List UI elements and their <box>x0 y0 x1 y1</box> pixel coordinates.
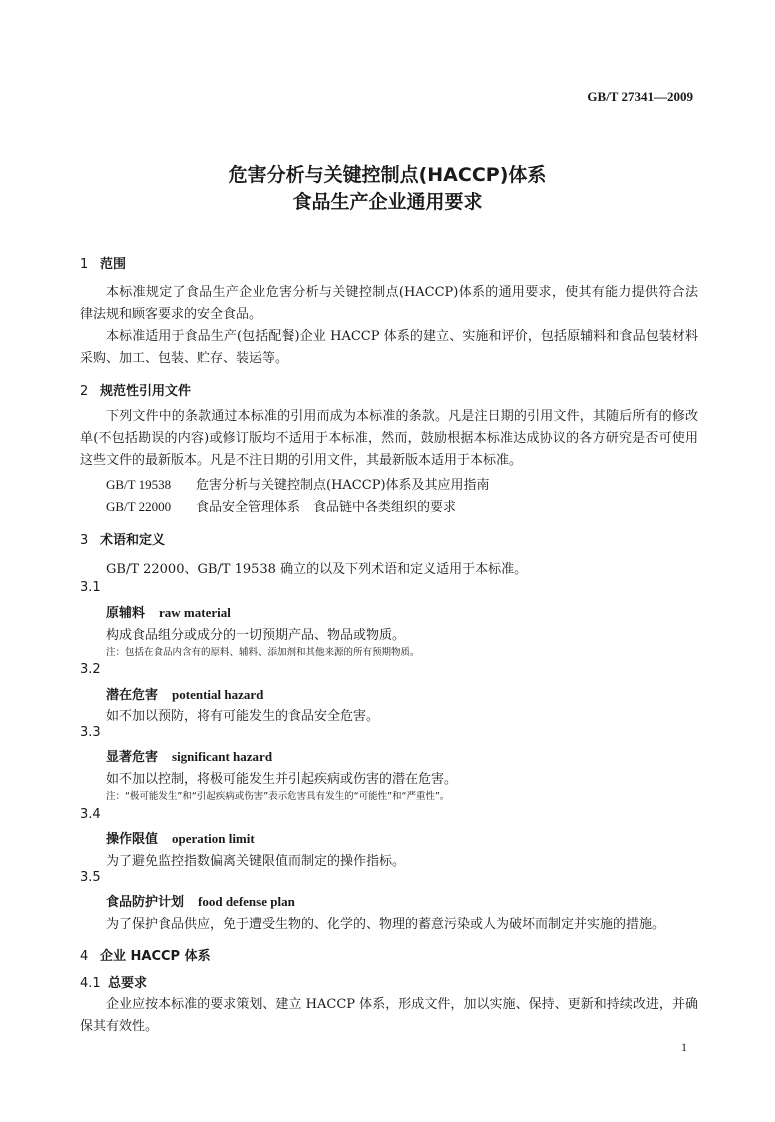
term-en: food defense plan <box>198 894 295 909</box>
subsection-4-1-heading <box>80 972 147 991</box>
reference-title: 食品安全管理体系 食品链中各类组织的要求 <box>196 500 457 515</box>
section-1-heading <box>80 253 126 272</box>
term-heading <box>106 746 272 765</box>
section-3-intro: GB/T 22000、GB/T 19538 确立的以及下列术语和定义适用于本标准。 <box>106 562 528 577</box>
term-zh: 食品防护计划 <box>106 895 185 910</box>
term-zh: 操作限值 <box>106 832 159 847</box>
subsection-4-1-paragraph: 企业应按本标准的要求策划、建立 HACCP 体系，形成文件，加以实施、保持、更新和持续改进，并确保其有效性。 <box>80 997 698 1034</box>
section-4-heading <box>80 945 211 964</box>
subsection-number: 4.1 <box>80 976 101 991</box>
term-zh: 原辅料 <box>106 606 146 621</box>
term-definition: 为了避免监控指数偏离关键限值而制定的操作指标。 <box>106 854 406 869</box>
normative-reference <box>106 474 490 493</box>
subsection-title: 总要求 <box>108 976 148 991</box>
reference-title: 危害分析与关键控制点(HACCP)体系及其应用指南 <box>196 478 490 493</box>
term-definition: 为了保护食品供应，免于遭受生物的、化学的、物理的蓄意污染或人为破坏而制定并实施的措施。 <box>106 917 666 932</box>
term-number: 3.2 <box>80 662 101 677</box>
reference-code: GB/T 22000 <box>106 499 172 514</box>
term-en: operation limit <box>172 831 255 846</box>
term-number: 3.3 <box>80 725 101 740</box>
section-1-paragraph-2: 本标准适用于食品生产(包括配餐)企业 HACCP 体系的建立、实施和评价，包括原辅料和食品包装材料采购、加工、包装、贮存、装运等。 <box>80 329 698 366</box>
term-definition: 构成食品组分或成分的一切预期产品、物品或物质。 <box>106 628 406 643</box>
section-title: 规范性引用文件 <box>100 384 192 399</box>
term-zh: 显著危害 <box>106 750 159 765</box>
section-number: 4 <box>80 949 89 964</box>
term-number: 3.5 <box>80 870 101 885</box>
section-number: 3 <box>80 533 89 548</box>
term-heading <box>106 684 263 703</box>
standard-number: GB/T 27341—2009 <box>587 89 693 104</box>
term-en: potential hazard <box>172 687 264 702</box>
normative-reference <box>106 496 456 515</box>
term-note: 注：“极可能发生”和“引起疾病或伤害”表示危害具有发生的“可能性”和“严重性”。 <box>106 791 450 802</box>
document-subtitle: 食品生产企业通用要求 <box>292 191 483 213</box>
term-note: 注：包括在食品内含有的原料、辅料、添加剂和其他来源的所有预期物质。 <box>106 647 420 658</box>
term-number: 3.1 <box>80 580 101 595</box>
section-title: 术语和定义 <box>100 533 166 548</box>
term-heading <box>106 891 295 910</box>
term-heading <box>106 602 231 621</box>
term-definition: 如不加以预防，将有可能发生的食品安全危害。 <box>106 709 380 724</box>
term-en: raw material <box>159 605 231 620</box>
document-title: 危害分析与关键控制点(HACCP)体系 <box>228 164 547 186</box>
term-number: 3.4 <box>80 807 101 822</box>
section-number: 2 <box>80 384 89 399</box>
section-1-paragraph-1: 本标准规定了食品生产企业危害分析与关键控制点(HACCP)体系的通用要求，使其有能力提供符合法律法规和顾客要求的安全食品。 <box>80 285 698 322</box>
section-number: 1 <box>80 257 89 272</box>
section-title: 范围 <box>100 257 127 272</box>
section-2-paragraph: 下列文件中的条款通过本标准的引用而成为本标准的条款。凡是注日期的引用文件，其随后所有的修改单(不包括勘误的内容)或修订版均不适用于本标准，然而，鼓励根据本标准达成协议的各方研究是否可使用这些文件的最新版本。凡是不注日期的引用文件，其最新版本适用于本标准。 <box>80 409 698 468</box>
section-title: 企业 HACCP 体系 <box>100 949 211 964</box>
term-zh: 潜在危害 <box>106 688 159 703</box>
term-en: significant hazard <box>172 749 273 764</box>
page-number: 1 <box>681 1040 687 1054</box>
section-2-heading <box>80 380 191 399</box>
term-definition: 如不加以控制，将极可能发生并引起疾病或伤害的潜在危害。 <box>106 772 458 787</box>
reference-code: GB/T 19538 <box>106 477 172 492</box>
section-3-heading <box>80 529 165 548</box>
term-heading <box>106 828 255 847</box>
